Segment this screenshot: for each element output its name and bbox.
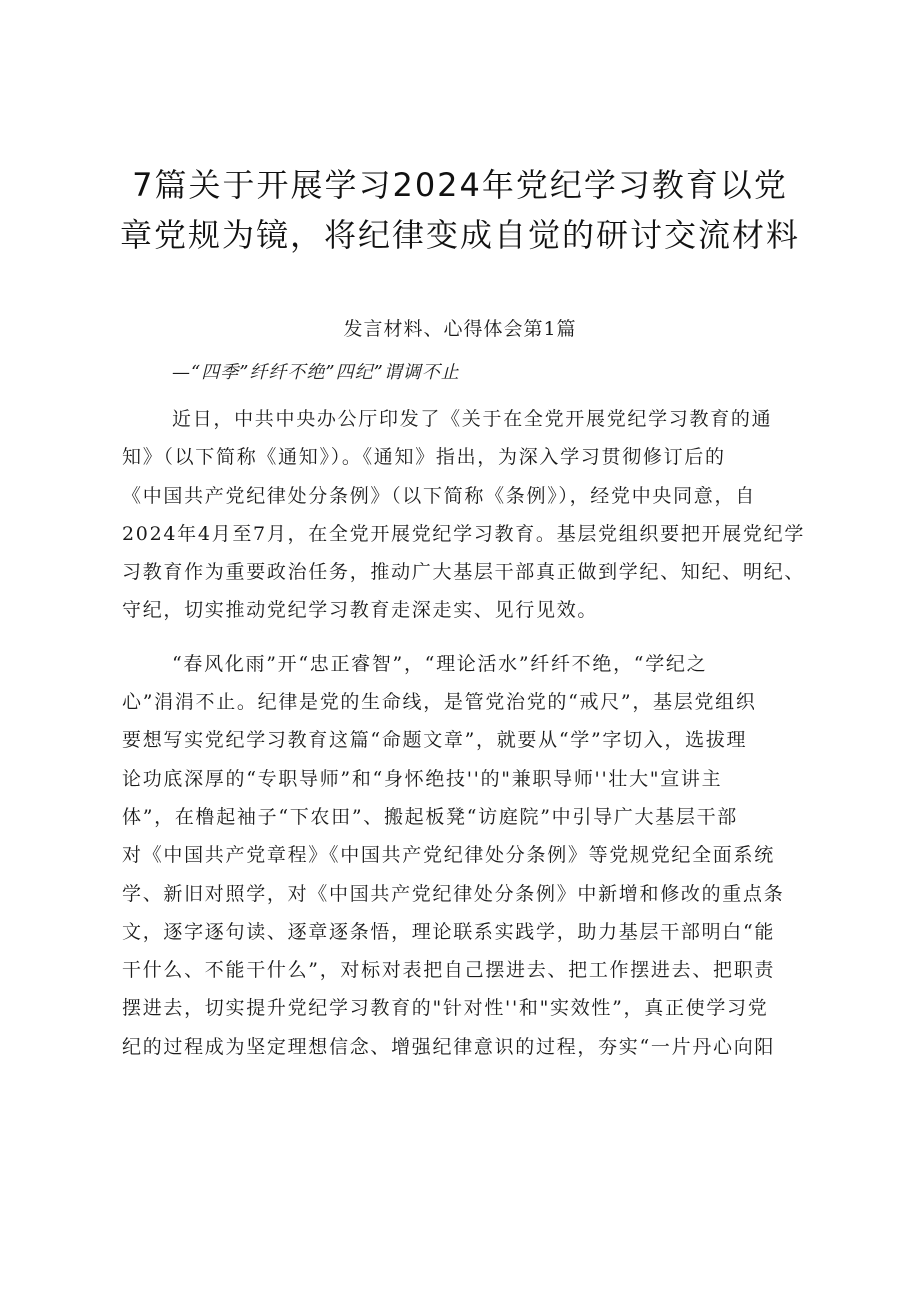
paragraph-line: 体”，在橹起袖子“下农田”、搬起板凳“访庭院”中引导广大基层干部 (122, 805, 738, 828)
paragraph-line: 纪的过程成为坚定理想信念、增强纪律意识的过程，夯实“一片丹心向阳 (122, 1035, 776, 1058)
paragraph-line: 《中国共产党纪律处分条例》（以下简称《条例》），经党中央同意，自 (122, 484, 756, 507)
paragraph-1 (122, 400, 812, 630)
paragraph-2 (122, 645, 812, 1066)
paragraph-line: 心”涓涓不止。纪律是党的生命线，是管党治党的“戒尺”，基层党组织 (122, 691, 757, 714)
body-text (122, 400, 812, 1066)
section-tagline: —“四季”纤纤不绝”四纪”谓调不止 (172, 362, 460, 383)
paragraph-line: 守纪，切实推动党纪学习教育走深走实、见行见效。 (122, 599, 599, 622)
section-subtitle: 发言材料、心得体会第1篇 (343, 318, 577, 340)
title-line-2: 章党规为镜，将纪律变成自觉的研讨交流材料 (120, 216, 801, 254)
paragraph-line: “春风化雨”开“忠正睿智”，“理论活水”纤纤不绝，“学纪之 (172, 652, 708, 675)
paragraph-line: 摆进去，切实提升党纪学习教育的"针对性''和"实效性”，真正使学习党 (122, 997, 769, 1020)
title-line-1: 7篇关于开展学习2024年党纪学习教育以党 (132, 166, 788, 204)
paragraph-line: 干什么、不能干什么”，对标对表把自己摆进去、把工作摆进去、把职责 (122, 959, 776, 982)
paragraph-line: 要想写实党纪学习教育这篇“命题文章”，就要从“学”字切入，选拔理 (122, 729, 748, 752)
paragraph-line: 文，逐字逐句读、逐章逐条悟，理论联系实践学，助力基层干部明白“能 (122, 920, 776, 943)
paragraph-line: 对《中国共产党章程》《中国共产党纪律处分条例》等党规党纪全面系统 (122, 844, 775, 867)
paragraph-line: 习教育作为重要政治任务，推动广大基层干部真正做到学纪、知纪、明纪、 (122, 561, 806, 584)
paragraph-line: 学、新旧对照学，对《中国共产党纪律处分条例》中新增和修改的重点条 (122, 882, 785, 905)
paragraph-line: 2024年4月至7月，在全党开展党纪学习教育。基层党组织要把开展党纪学 (122, 522, 806, 545)
paragraph-spacer (122, 630, 812, 645)
document-title (120, 160, 800, 260)
paragraph-line: 论功底深厚的“专职导师”和“身怀绝技''的"兼职导师''壮大"宣讲主 (122, 767, 723, 790)
paragraph-line: 知》（以下简称《通知》）。《通知》指出，为深入学习贯彻修订后的 (122, 446, 726, 469)
paragraph-line: 近日，中共中央办公厅印发了《关于在全党开展党纪学习教育的通 (172, 408, 773, 430)
